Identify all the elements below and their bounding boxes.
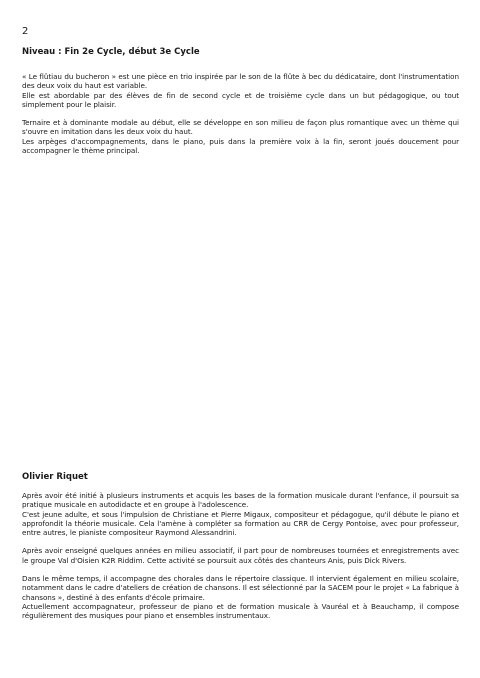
level-section: [22, 47, 459, 155]
page-number: 2: [22, 26, 29, 37]
bio-paragraph-1: Après avoir été initié à plusieurs instruments et acquis les bases de la formation musicale durant l'enfance, il poursuit sa pratique musicale en autodidacte et en groupe à l'adolescence.: [22, 491, 459, 510]
bio-heading: Olivier Riquet: [22, 472, 88, 482]
level-paragraph-2: Elle est abordable par des élèves de fin de second cycle et de troisième cycle dans un but pédagogique, ou tout simplement pour le plaisir.: [22, 90, 459, 109]
bio-paragraph-5: Actuellement accompagnateur, professeur de piano et de formation musicale à Vauréal et à Beauchamp, il compose régulièrement des musiques pour piano et ensembles instrumentaux.: [22, 601, 459, 621]
bio-section: [22, 472, 459, 621]
level-paragraph-3: Ternaire et à dominante modale au début, elle se développe en son milieu de façon plus romantique avec un thème qui s'ouvre en imitation dans les deux voix du haut.: [22, 118, 459, 137]
bio-paragraph-4: Dans le même temps, il accompagne des chorales dans le répertoire classique. Il intervient également en milieu scolaire, notamment dans le cadre d'ateliers de création de chansons. Il est sélectionné par la SACEM pour le projet « La fabrique à chansons », destiné à des enfants d'école primaire.: [22, 574, 459, 602]
level-paragraph-1: « Le flûtiau du bucheron » est une pièce en trio inspirée par le son de la flûte à bec du dédicataire, dont l'instrumentation des deux voix du haut est variable.: [22, 72, 459, 91]
bio-paragraph-3: Après avoir enseigné quelques années en milieu associatif, il part pour de nombreuses tournées et enregistrements avec le groupe Val d'Oisien K2R Riddim. Cette activité se poursuit aux côtés des chanteurs Anis, puis Dick Rivers.: [22, 546, 459, 565]
level-paragraph-4: Les arpèges d'accompagnements, dans le piano, puis dans la première voix à la fin, seront joués doucement pour accompagner le thème principal.: [22, 136, 459, 156]
level-heading: Niveau : Fin 2e Cycle, début 3e Cycle: [22, 47, 200, 57]
bio-paragraph-2: C'est jeune adulte, et sous l'impulsion de Christiane et Pierre Migaux, compositeur et pédagogue, qu'il débute le piano et approfondit la théorie musicale. Cela l'amène à compléter sa formation au CRR de Cergy Pontoise, avec pour professeur, entre autres, le pianiste compositeur Raymond Alessandrini.: [22, 509, 459, 538]
